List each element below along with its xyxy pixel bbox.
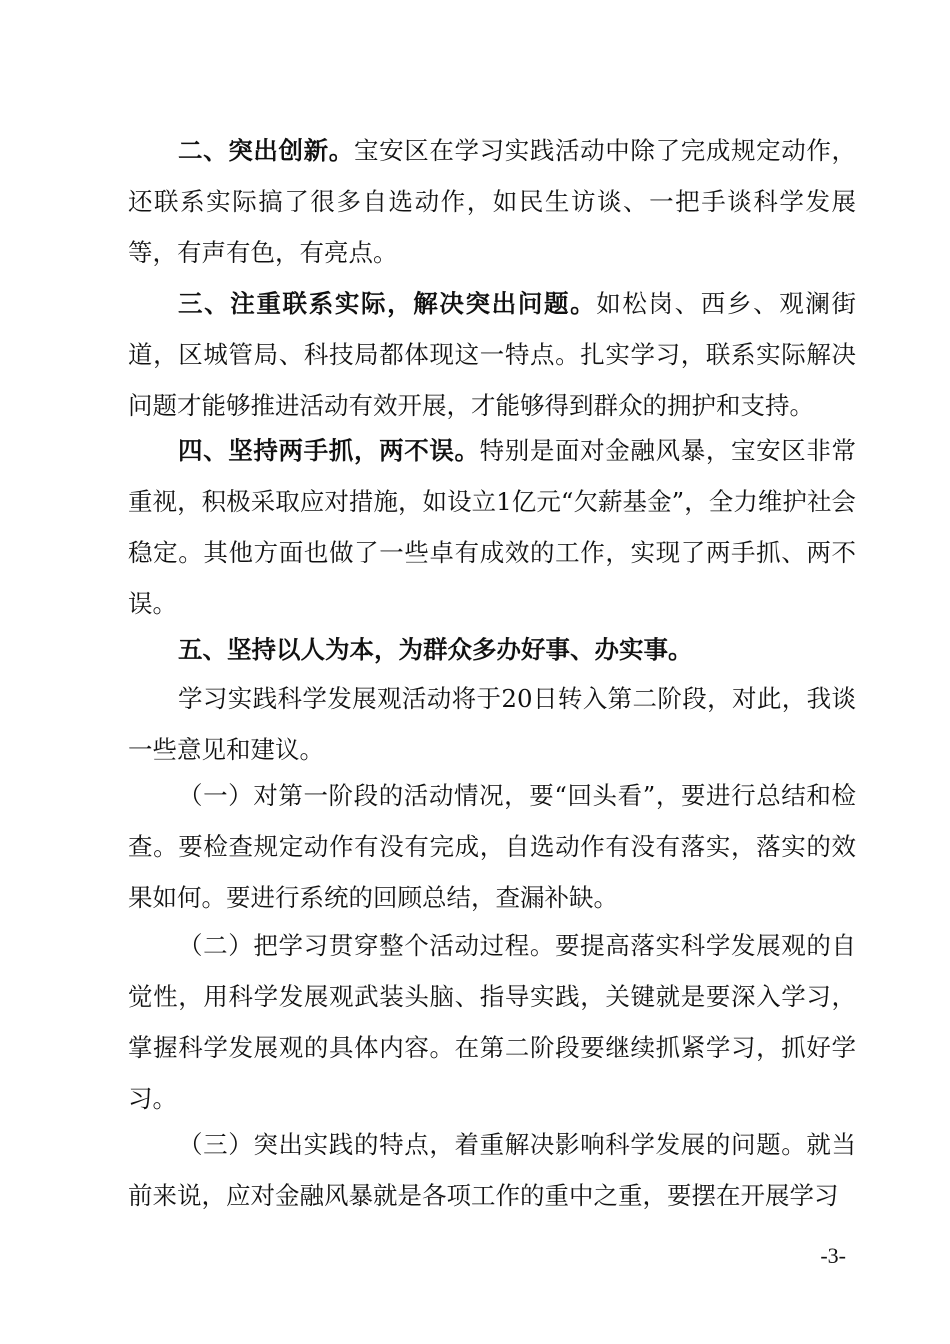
paragraph-study [128,920,856,1124]
paragraph-heading: 二、突出创新。 [178,136,354,165]
paragraph-body: （一）对第一阶段的活动情况，要“回头看”，要进行总结和检查。要检查规定动作有没有完成，自选动作有没有落实，落实的效果如何。要进行系统的回顾总结，查漏补缺。 [128,781,856,912]
paragraph-innovation [128,125,856,278]
paragraph-people-first [128,624,856,675]
paragraph-body: 特别是面对金融风暴，宝安区非常重视，积极采取应对措施，如设立1亿元“欠薪基金”，全力维护社会稳定。其他方面也做了一些卓有成效的工作，实现了两手抓、两不误。 [128,436,857,618]
paragraph-practice [128,278,856,431]
paragraph-practice-problems [128,1119,856,1221]
paragraph-review [128,770,856,923]
paragraph-body: 如松岗、西乡、观澜街道，区城管局、科技局都体现这一特点。扎实学习，联系实际解决问题才能够推进活动有效开展，才能够得到群众的拥护和支持。 [128,289,857,420]
paragraph-body: 宝安区在学习实践活动中除了完成规定动作，还联系实际搞了很多自选动作，如民生访谈、一把手谈科学发展等，有声有色，有亮点。 [128,136,857,267]
paragraph-body: （二）把学习贯穿整个活动过程。要提高落实科学发展观的自觉性，用科学发展观武装头脑、指导实践，关键就是要深入学习，掌握科学发展观的具体内容。在第二阶段要继续抓紧学习，抓好学习。 [128,931,856,1113]
paragraph-two-hands [128,425,856,629]
page-number: -3- [820,1243,846,1268]
paragraph-heading: 五、坚持以人为本，为群众多办好事、办实事。 [178,635,693,664]
paragraph-body: 学习实践科学发展观活动将于20日转入第二阶段，对此，我谈一些意见和建议。 [128,684,856,764]
paragraph-heading: 三、注重联系实际，解决突出问题。 [178,289,597,318]
paragraph-heading: 四、坚持两手抓，两不误。 [178,436,480,465]
paragraph-second-stage-intro [128,673,856,775]
paragraph-body: （三）突出实践的特点，着重解决影响科学发展的问题。就当前来说，应对金融风暴就是各项工作的重中之重，要摆在开展学习 [128,1130,856,1210]
